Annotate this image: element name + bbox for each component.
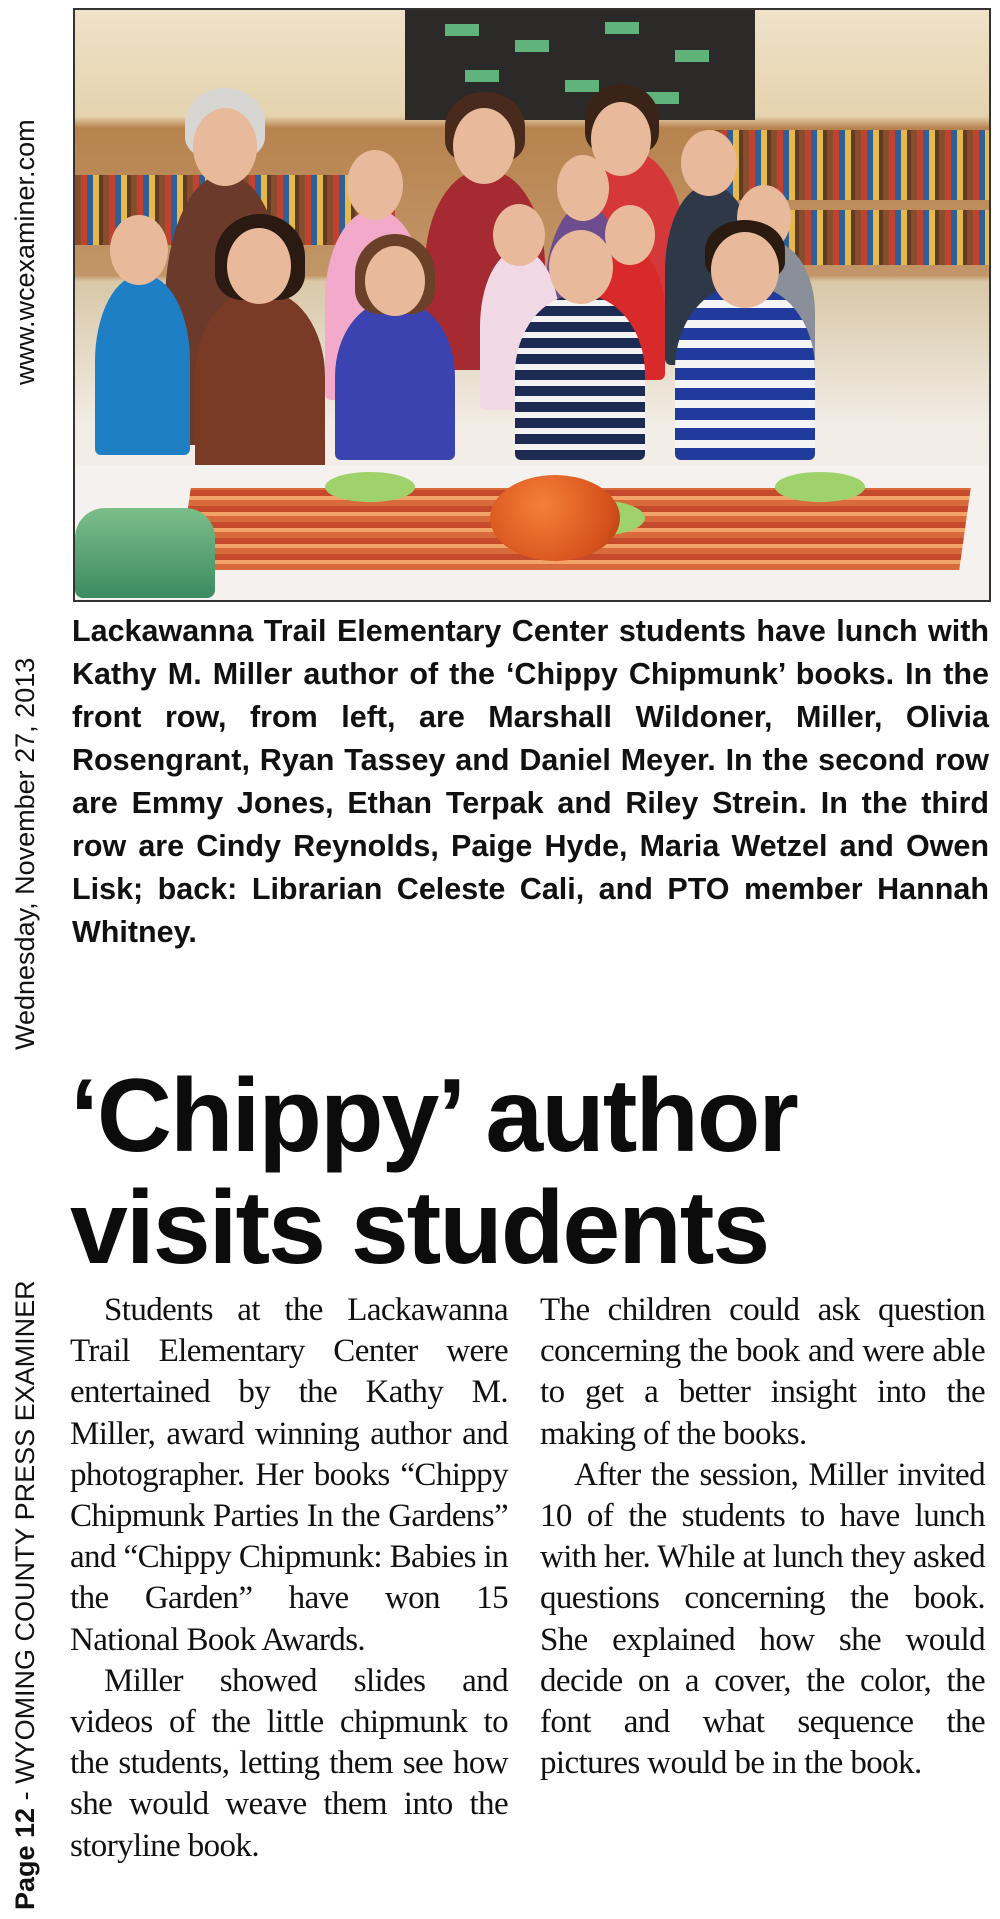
- page-number: Page 12: [10, 1807, 40, 1910]
- person-head: [453, 108, 515, 184]
- person-head: [110, 215, 168, 285]
- person: [515, 295, 645, 460]
- website-url: www.wcexaminer.com: [10, 119, 40, 385]
- article-paragraph: Miller showed slides and videos of the little chipmunk to the students, letting them see how she would weave them into the storyline book.: [70, 1662, 508, 1864]
- person-head: [347, 150, 403, 220]
- page-sidebar: [0, 0, 60, 1919]
- person-head: [681, 130, 737, 196]
- lunch-bag: [75, 508, 215, 598]
- article-paragraph: After the session, Miller invited 10 of the students to have lunch with her. While at lunch they asked questions concerning the book. She explained how she would decide on a cover, the color, the font and what sequence the pictures would be in the book.: [540, 1456, 985, 1782]
- plate: [325, 472, 415, 502]
- person-head: [365, 246, 425, 316]
- page-folio: [10, 1280, 40, 1910]
- article-headline: [70, 1060, 990, 1284]
- person-head: [493, 204, 545, 266]
- person-head: [227, 228, 291, 304]
- person-head: [549, 230, 613, 304]
- person: [95, 275, 190, 455]
- publication-name: - WYOMING COUNTY PRESS EXAMINER: [10, 1280, 40, 1808]
- issue-date: Wednesday, November 27, 2013: [10, 657, 40, 1050]
- person-head: [605, 205, 655, 265]
- headline-line-2: visits students: [70, 1170, 769, 1286]
- person: [335, 300, 455, 460]
- person-head: [711, 232, 779, 308]
- article-paragraph: Students at the Lackawanna Trail Elementary Center were entertained by the Kathy M. Miller, award winning author and photographer. Her books “Chippy Chipmunk Parties In the Gardens” and “Chippy Chipmunk: Babies in the Garden” have won 15 National Book Awards.: [70, 1292, 508, 1658]
- headline-line-1: ‘Chippy’ author: [70, 1058, 797, 1174]
- article-paragraph: The children could ask question concerning the book and were able to get a better insight into the making of the books.: [540, 1292, 985, 1452]
- article-column-left: [70, 1290, 508, 1867]
- article-column-right: [540, 1290, 985, 1784]
- group-photo: [73, 8, 991, 602]
- person: [675, 285, 815, 460]
- plate: [775, 472, 865, 502]
- person: [195, 290, 325, 470]
- photo-caption: Lackawanna Trail Elementary Center students have lunch with Kathy M. Miller author of the ‘Chippy Chipmunk’ books. In the front row, from left, are Marshall Wildoner, Miller, Olivia Rosengrant, Ryan Tassey and Daniel Meyer. In the second row are Emmy Jones, Ethan Terpak and Riley Strein. In the third row are Cindy Reynolds, Paige Hyde, Maria Wetzel and Owen Lisk; back: Librarian Celeste Cali, and PTO member Hannah Whitney.: [72, 614, 989, 949]
- person-head: [557, 155, 609, 221]
- person-head: [193, 108, 257, 186]
- pumpkin: [490, 475, 620, 561]
